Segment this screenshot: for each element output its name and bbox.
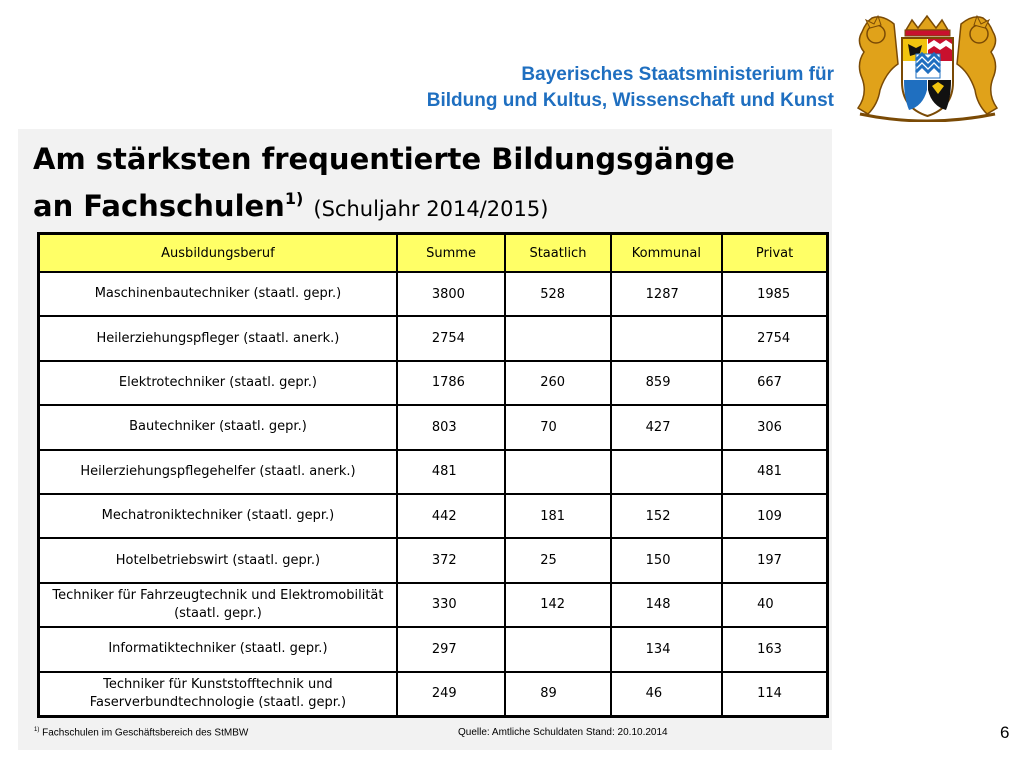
table-row bbox=[39, 583, 828, 627]
cell-kommunal bbox=[611, 316, 722, 360]
cell-summe: 297 bbox=[397, 627, 505, 671]
cell-kommunal: 46 bbox=[611, 672, 722, 717]
column-header-privat: Privat bbox=[722, 234, 827, 273]
cell-staatlich: 89 bbox=[505, 672, 610, 717]
cell-ausbildungsberuf: Bautechniker (staatl. gepr.) bbox=[39, 405, 397, 449]
cell-privat: 481 bbox=[722, 450, 827, 494]
cell-ausbildungsberuf: Techniker für Kunststofftechnik und Faserverbundtechnologie (staatl. gepr.) bbox=[39, 672, 397, 717]
table-row bbox=[39, 361, 828, 405]
cell-kommunal: 152 bbox=[611, 494, 722, 538]
cell-privat: 163 bbox=[722, 627, 827, 671]
cell-kommunal: 134 bbox=[611, 627, 722, 671]
cell-privat: 40 bbox=[722, 583, 827, 627]
cell-summe: 803 bbox=[397, 405, 505, 449]
cell-privat: 667 bbox=[722, 361, 827, 405]
cell-ausbildungsberuf: Informatiktechniker (staatl. gepr.) bbox=[39, 627, 397, 671]
cell-ausbildungsberuf: Techniker für Fahrzeugtechnik und Elektromobilität (staatl. gepr.) bbox=[39, 583, 397, 627]
cell-ausbildungsberuf: Heilerziehungspflegehelfer (staatl. anerk.) bbox=[39, 450, 397, 494]
column-header-kommunal: Kommunal bbox=[611, 234, 722, 273]
slide-title bbox=[33, 140, 823, 229]
cell-staatlich bbox=[505, 316, 610, 360]
cell-ausbildungsberuf: Maschinenbautechniker (staatl. gepr.) bbox=[39, 272, 397, 316]
data-table bbox=[37, 232, 829, 718]
cell-staatlich: 528 bbox=[505, 272, 610, 316]
cell-kommunal: 859 bbox=[611, 361, 722, 405]
column-header-summe: Summe bbox=[397, 234, 505, 273]
table-row bbox=[39, 405, 828, 449]
title-line-2 bbox=[33, 179, 823, 229]
table-row bbox=[39, 272, 828, 316]
cell-summe: 249 bbox=[397, 672, 505, 717]
cell-privat: 1985 bbox=[722, 272, 827, 316]
table-row bbox=[39, 627, 828, 671]
cell-privat: 306 bbox=[722, 405, 827, 449]
cell-privat: 109 bbox=[722, 494, 827, 538]
column-header-ausbildungsberuf: Ausbildungsberuf bbox=[39, 234, 397, 273]
cell-ausbildungsberuf: Elektrotechniker (staatl. gepr.) bbox=[39, 361, 397, 405]
cell-staatlich: 142 bbox=[505, 583, 610, 627]
cell-summe: 481 bbox=[397, 450, 505, 494]
table-row bbox=[39, 672, 828, 717]
table-row bbox=[39, 538, 828, 582]
cell-summe: 3800 bbox=[397, 272, 505, 316]
bavarian-coat-of-arms-icon bbox=[850, 14, 1005, 122]
cell-summe: 2754 bbox=[397, 316, 505, 360]
table-header-row bbox=[39, 234, 828, 273]
cell-kommunal: 1287 bbox=[611, 272, 722, 316]
title-line-1: Am stärksten frequentierte Bildungsgänge bbox=[33, 142, 735, 176]
cell-staatlich: 70 bbox=[505, 405, 610, 449]
table-row bbox=[39, 316, 828, 360]
footnote bbox=[34, 727, 248, 738]
cell-privat: 2754 bbox=[722, 316, 827, 360]
title-line-2-main: an Fachschulen bbox=[33, 189, 285, 223]
column-header-staatlich: Staatlich bbox=[505, 234, 610, 273]
cell-summe: 372 bbox=[397, 538, 505, 582]
cell-kommunal: 150 bbox=[611, 538, 722, 582]
cell-summe: 330 bbox=[397, 583, 505, 627]
title-footnote-mark: 1) bbox=[284, 189, 304, 208]
cell-privat: 114 bbox=[722, 672, 827, 717]
page-number: 6 bbox=[1000, 723, 1010, 742]
cell-summe: 442 bbox=[397, 494, 505, 538]
ministry-line-1: Bayerisches Staatsministerium für bbox=[521, 64, 834, 85]
ministry-name bbox=[427, 62, 834, 114]
cell-summe: 1786 bbox=[397, 361, 505, 405]
title-subtitle: (Schuljahr 2014/2015) bbox=[313, 197, 549, 221]
table-row bbox=[39, 450, 828, 494]
footnote-text: Fachschulen im Geschäftsbereich des StMBW bbox=[42, 727, 249, 739]
table-row bbox=[39, 494, 828, 538]
cell-ausbildungsberuf: Hotelbetriebswirt (staatl. gepr.) bbox=[39, 538, 397, 582]
footnote-mark: 1) bbox=[34, 727, 40, 733]
source-note: Quelle: Amtliche Schuldaten Stand: 20.10.2014 bbox=[458, 727, 668, 738]
ministry-line-2: Bildung und Kultus, Wissenschaft und Kunst bbox=[426, 90, 834, 111]
cell-privat: 197 bbox=[722, 538, 827, 582]
cell-kommunal: 148 bbox=[611, 583, 722, 627]
cell-staatlich: 260 bbox=[505, 361, 610, 405]
cell-staatlich: 181 bbox=[505, 494, 610, 538]
cell-staatlich bbox=[505, 450, 610, 494]
cell-ausbildungsberuf: Heilerziehungspfleger (staatl. anerk.) bbox=[39, 316, 397, 360]
cell-staatlich: 25 bbox=[505, 538, 610, 582]
cell-kommunal bbox=[611, 450, 722, 494]
cell-staatlich bbox=[505, 627, 610, 671]
cell-kommunal: 427 bbox=[611, 405, 722, 449]
cell-ausbildungsberuf: Mechatroniktechniker (staatl. gepr.) bbox=[39, 494, 397, 538]
